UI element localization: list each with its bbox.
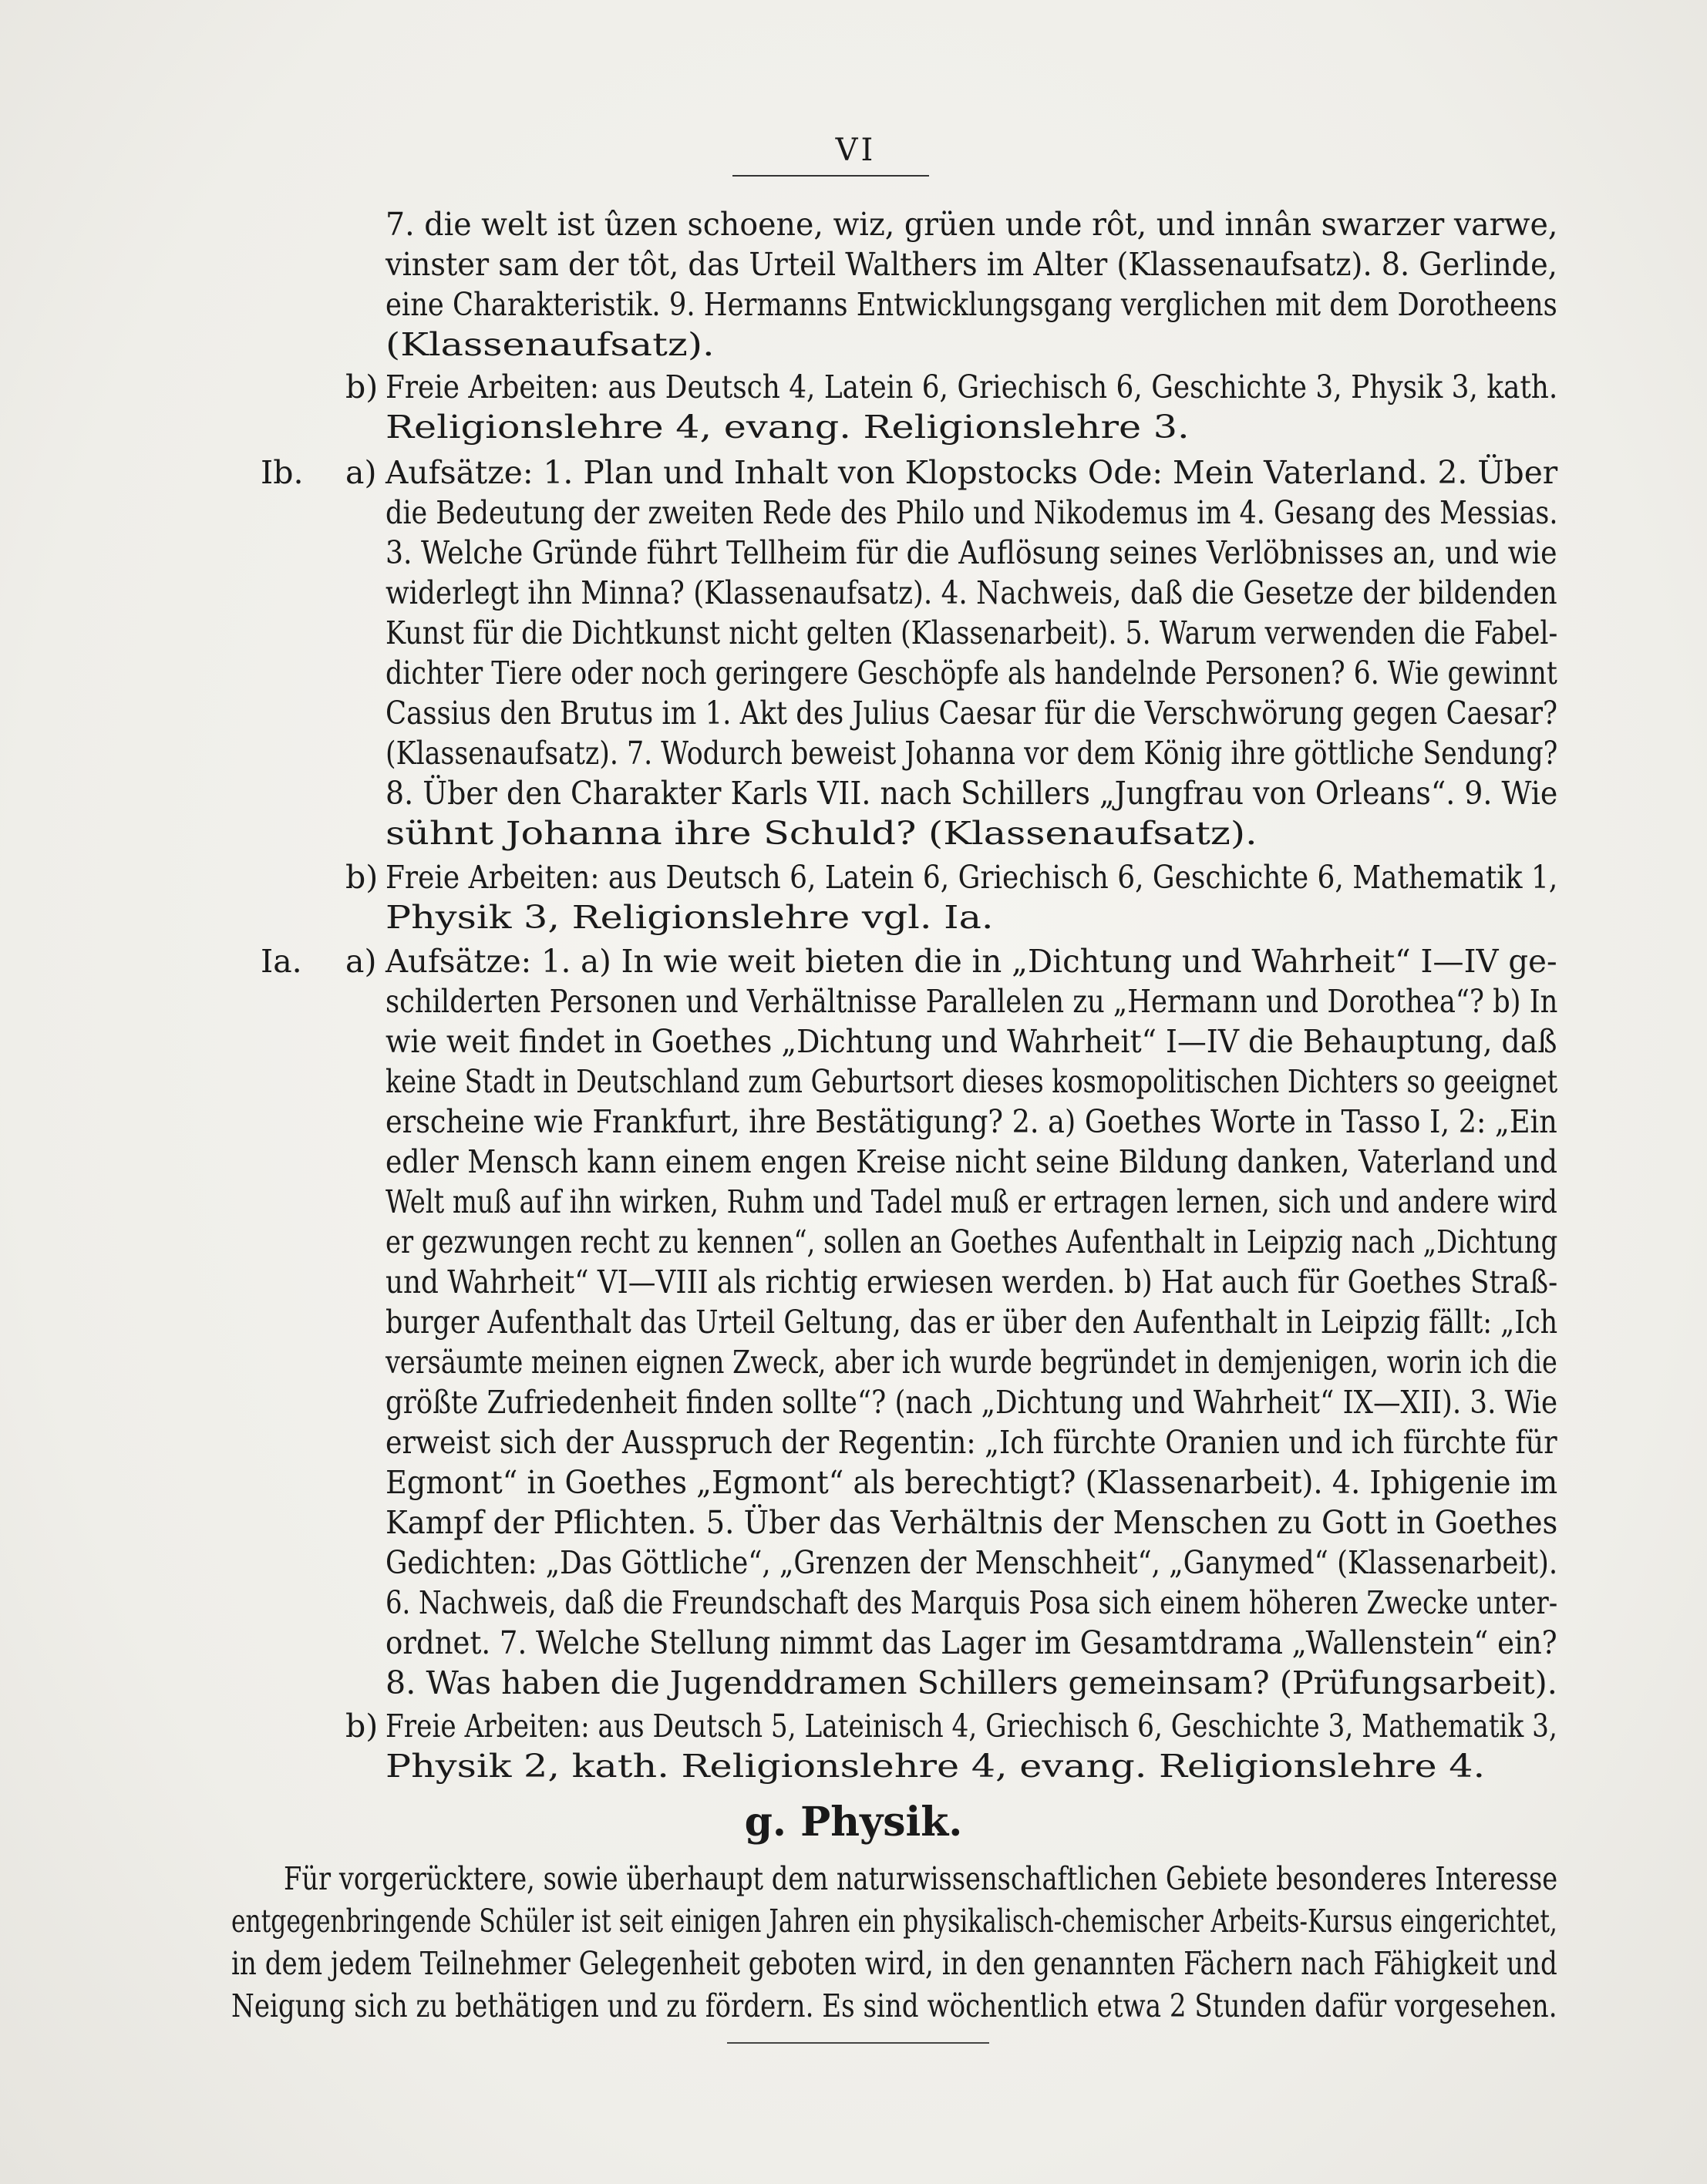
class-label: Ib.	[261, 454, 304, 491]
text-line: 3. Welche Gründe führt Tellheim für die Auflösung seines Verlöbnisses an, und wie	[386, 534, 1557, 571]
text-line: dichter Tiere oder noch geringere Geschöpfe als handelnde Personen? 6. Wie gewinnt	[386, 655, 1557, 692]
text-line: größte Zufriedenheit finden sollte“? (nach „Dichtung und Wahrheit“ IX—XII). 3. Wie	[386, 1384, 1558, 1421]
text-line: Freie Arbeiten: aus Deutsch 6, Latein 6, Griechisch 6, Geschichte 6, Mathematik 1,	[386, 859, 1558, 896]
header-rule	[732, 175, 929, 177]
item-label-a: a)	[345, 943, 377, 980]
item-label-b: b)	[345, 1708, 379, 1745]
text-line: Aufsätze: 1. a) In wie weit bieten die in „Dichtung und Wahrheit“ I—IV ge-	[386, 943, 1557, 980]
text-line: versäumte meinen eignen Zweck, aber ich wurde begründet in demjenigen, worin ich die	[386, 1344, 1557, 1381]
text-line: keine Stadt in Deutschland zum Geburtsort dieses kosmopolitischen Dichters so geeignet	[386, 1063, 1558, 1100]
text-line: wie weit findet in Goethes „Dichtung und Wahrheit“ I—IV die Behauptung, daß	[386, 1023, 1557, 1060]
text-line: 7. die welt ist ûzen schoene, wiz, grüen unde rôt, und innân swarzer varwe,	[386, 206, 1558, 243]
text-line: Welt muß auf ihn wirken, Ruhm und Tadel muß er ertragen lernen, sich und andere wird	[386, 1183, 1557, 1220]
text-line: ordnet. 7. Welche Stellung nimmt das Lager im Gesamtdrama „Wallenstein“ ein?	[386, 1624, 1557, 1661]
bottom-rule	[727, 2042, 989, 2044]
text-line: eine Charakteristik. 9. Hermanns Entwicklungsgang verglichen mit dem Dorotheens	[386, 286, 1557, 323]
text-line: Kampf der Pflichten. 5. Über das Verhältnis der Menschen zu Gott in Goethes	[386, 1504, 1558, 1541]
item-label-a: a)	[345, 454, 377, 491]
text-line: (Klassenaufsatz).	[386, 326, 715, 363]
text-line: 8. Was haben die Jugenddramen Schillers gemeinsam? (Prüfungsarbeit).	[386, 1664, 1557, 1701]
item-label-b: b)	[345, 368, 379, 406]
text-line: 6. Nachweis, daß die Freundschaft des Marquis Posa sich einem höheren Zwecke unter-	[386, 1584, 1558, 1621]
text-line: burger Aufenthalt das Urteil Geltung, das er über den Aufenthalt in Leipzig fällt: „Ich	[386, 1304, 1558, 1341]
text-line: Egmont“ in Goethes „Egmont“ als berechtigt? (Klassenarbeit). 4. Iphigenie im	[386, 1464, 1558, 1501]
text-line: widerlegt ihn Minna? (Klassenaufsatz). 4. Nachweis, daß die Gesetze der bildenden	[386, 574, 1557, 611]
class-label: Ia.	[261, 943, 302, 980]
text-line: Freie Arbeiten: aus Deutsch 4, Latein 6, Griechisch 6, Geschichte 3, Physik 3, kath.	[386, 368, 1558, 406]
text-line: Cassius den Brutus im 1. Akt des Julius Caesar für die Verschwörung gegen Caesar?	[386, 695, 1558, 732]
text-line: erscheine wie Frankfurt, ihre Bestätigung? 2. a) Goethes Worte in Tasso I, 2: „Ein	[386, 1103, 1557, 1140]
text-line: Aufsätze: 1. Plan und Inhalt von Klopstocks Ode: Mein Vaterland. 2. Über	[386, 454, 1558, 491]
text-line: Für vorgerücktere, sowie überhaupt dem naturwissenschaftlichen Gebiete besonderes Interesse	[284, 1860, 1558, 1897]
text-line: und Wahrheit“ VI—VIII als richtig erwiesen werden. b) Hat auch für Goethes Straß-	[386, 1264, 1558, 1301]
text-line: 8. Über den Charakter Karls VII. nach Schillers „Jungfrau von Orleans“. 9. Wie	[386, 775, 1558, 812]
page-number: VI	[835, 133, 877, 168]
text-line: sühnt Johanna ihre Schuld? (Klassenaufsatz).	[386, 815, 1258, 852]
text-line: Kunst für die Dichtkunst nicht gelten (Klassenarbeit). 5. Warum verwenden die Fabel-	[386, 614, 1558, 651]
text-line: Freie Arbeiten: aus Deutsch 5, Lateinisch 4, Griechisch 6, Geschichte 3, Mathematik 3,	[386, 1708, 1557, 1745]
text-line: die Bedeutung der zweiten Rede des Philo und Nikodemus im 4. Gesang des Messias.	[386, 494, 1558, 531]
text-line: entgegenbringende Schüler ist seit einigen Jahren ein physikalisch-chemischer Arbeits-Kursus eingerichtet,	[231, 1903, 1557, 1940]
text-line: Physik 3, Religionslehre vgl. Ia.	[386, 899, 994, 936]
text-line: er gezwungen recht zu kennen“, sollen an Goethes Aufenthalt in Leipzig nach „Dichtung	[386, 1223, 1558, 1260]
item-label-b: b)	[345, 859, 379, 896]
text-line: erweist sich der Ausspruch der Regentin: „Ich fürchte Oranien und ich fürchte für	[386, 1424, 1557, 1461]
text-line: Physik 2, kath. Religionslehre 4, evang. Religionslehre 4.	[386, 1748, 1486, 1785]
text-line: (Klassenaufsatz). 7. Wodurch beweist Johanna vor dem König ihre göttliche Sendung?	[386, 735, 1558, 772]
text-line: schilderten Personen und Verhältnisse Parallelen zu „Hermann und Dorothea“? b) In	[386, 983, 1558, 1020]
text-line: vinster sam der tôt, das Urteil Walthers im Alter (Klassenaufsatz). 8. Gerlinde,	[386, 246, 1557, 283]
text-line: Gedichten: „Das Göttliche“, „Grenzen der Menschheit“, „Ganymed“ (Klassenarbeit).	[386, 1544, 1558, 1581]
text-line: Religionslehre 4, evang. Religionslehre 3.	[386, 409, 1190, 446]
text-line: edler Mensch kann einem engen Kreise nicht seine Bildung danken, Vaterland und	[386, 1143, 1558, 1180]
text-line: Neigung sich zu bethätigen und zu fördern. Es sind wöchentlich etwa 2 Stunden dafür vorgesehen.	[231, 1987, 1557, 2024]
text-line: in dem jedem Teilnehmer Gelegenheit geboten wird, in den genannten Fächern nach Fähigkeit und	[231, 1945, 1557, 1982]
section-heading-physik: g. Physik.	[744, 1799, 963, 1846]
